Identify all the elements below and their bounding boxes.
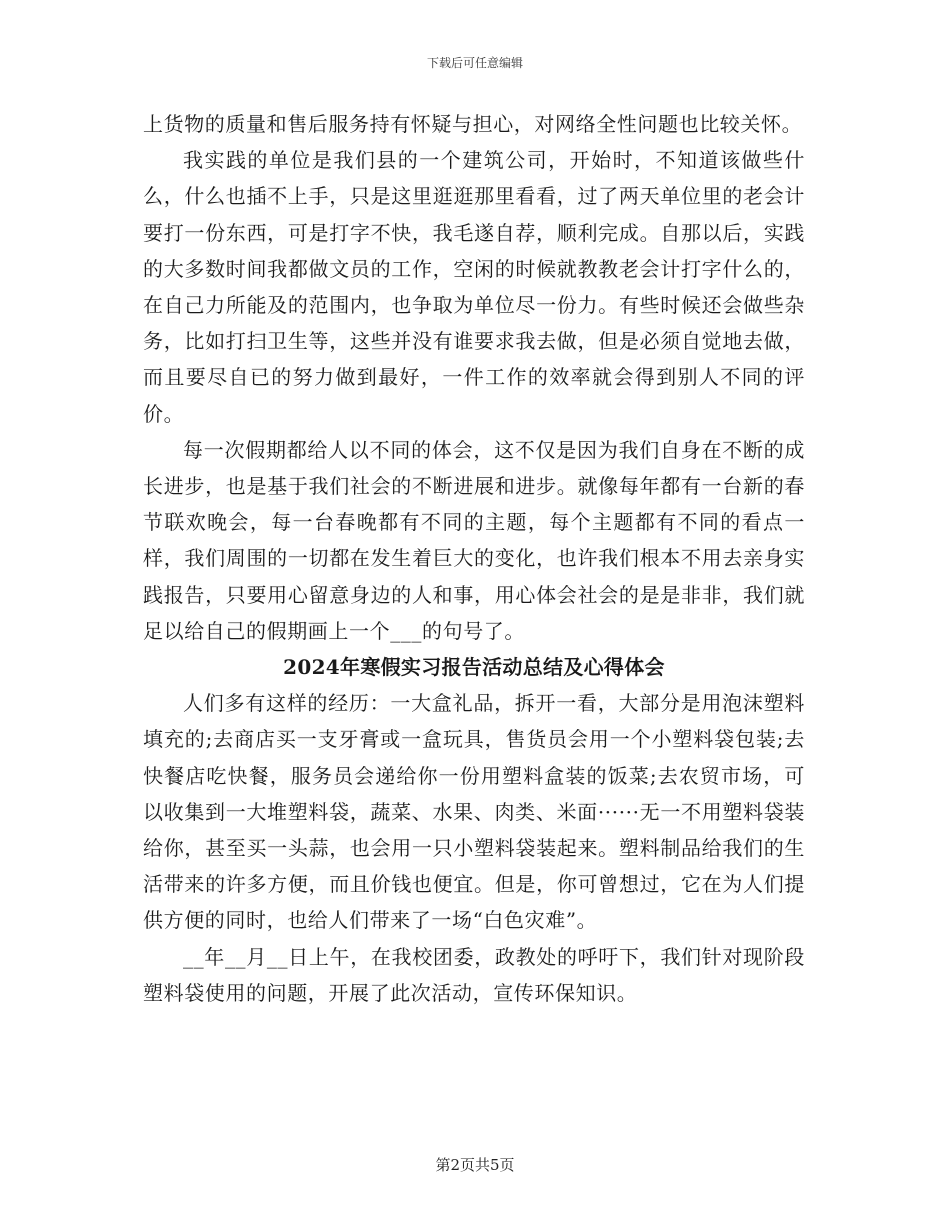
paragraph-2: 我实践的单位是我们县的一个建筑公司，开始时，不知道该做些什么，什么也插不上手，只是这里逛逛那里看看，过了两天单位里的老会计要打一份东西，可是打字不快，我毛遂自荐，顺利完成。自那以后，实践的大多数时间我都做文员的工作，空闲的时候就教教老会计打字什么的，在自己力所能及的范围内，也争取为单位尽一份力。有些时候还会做些杂务，比如打扫卫生等，这些并没有谁要求我去做，但是必须自觉地去做，而且要尽自已的努力做到最好，一件工作的效率就会得到别人不同的评价。 (143, 148, 805, 426)
paragraph-5: __年__月__日上午，在我校团委，政教处的呼吁下，我们针对现阶段塑料袋使用的问题，开展了此次活动，宣传环保知识。 (143, 944, 805, 1005)
page-header-note: 下载后可任意编辑 (426, 56, 523, 70)
document-body (143, 106, 805, 1011)
paragraph-3: 每一次假期都给人以不同的体会，这不仅是因为我们自身在不断的成长进步，也是基于我们社会的不断进展和进步。就像每年都有一台新的春节联欢晚会，每一台春晚都有不同的主题，每个主题都有不同的看点一样，我们周围的一切都在发生着巨大的变化，也许我们根本不用去亲身实践报告，只要用心留意身边的人和事，用心体会社会的是是非非，我们就足以给自己的假期画上一个___的句号了。 (143, 437, 805, 643)
paragraph-1: 上货物的质量和售后服务持有怀疑与担心，对网络全性问题也比较关怀。 (143, 112, 803, 136)
section-title: 2024年寒假实习报告活动总结及心得体会 (283, 655, 665, 680)
page-number: 第2页共5页 (435, 1156, 515, 1174)
paragraph-4: 人们多有这样的经历：一大盒礼品，拆开一看，大部分是用泡沫塑料填充的;去商店买一支牙膏或一盒玩具，售货员会用一个小塑料袋包装;去快餐店吃快餐，服务员会递给你一份用塑料盒装的饭菜;去农贸市场，可以收集到一大堆塑料袋，蔬菜、水果、肉类、米面······无一不用塑料袋装给你，甚至买一头蒜，也会用一只小塑料袋装起来。塑料制品给我们的生活带来的许多方便，而且价钱也便宜。但是，你可曾想过，它在为人们提供方便的同时，也给人们带来了一场“白色灾难”。 (143, 691, 805, 933)
